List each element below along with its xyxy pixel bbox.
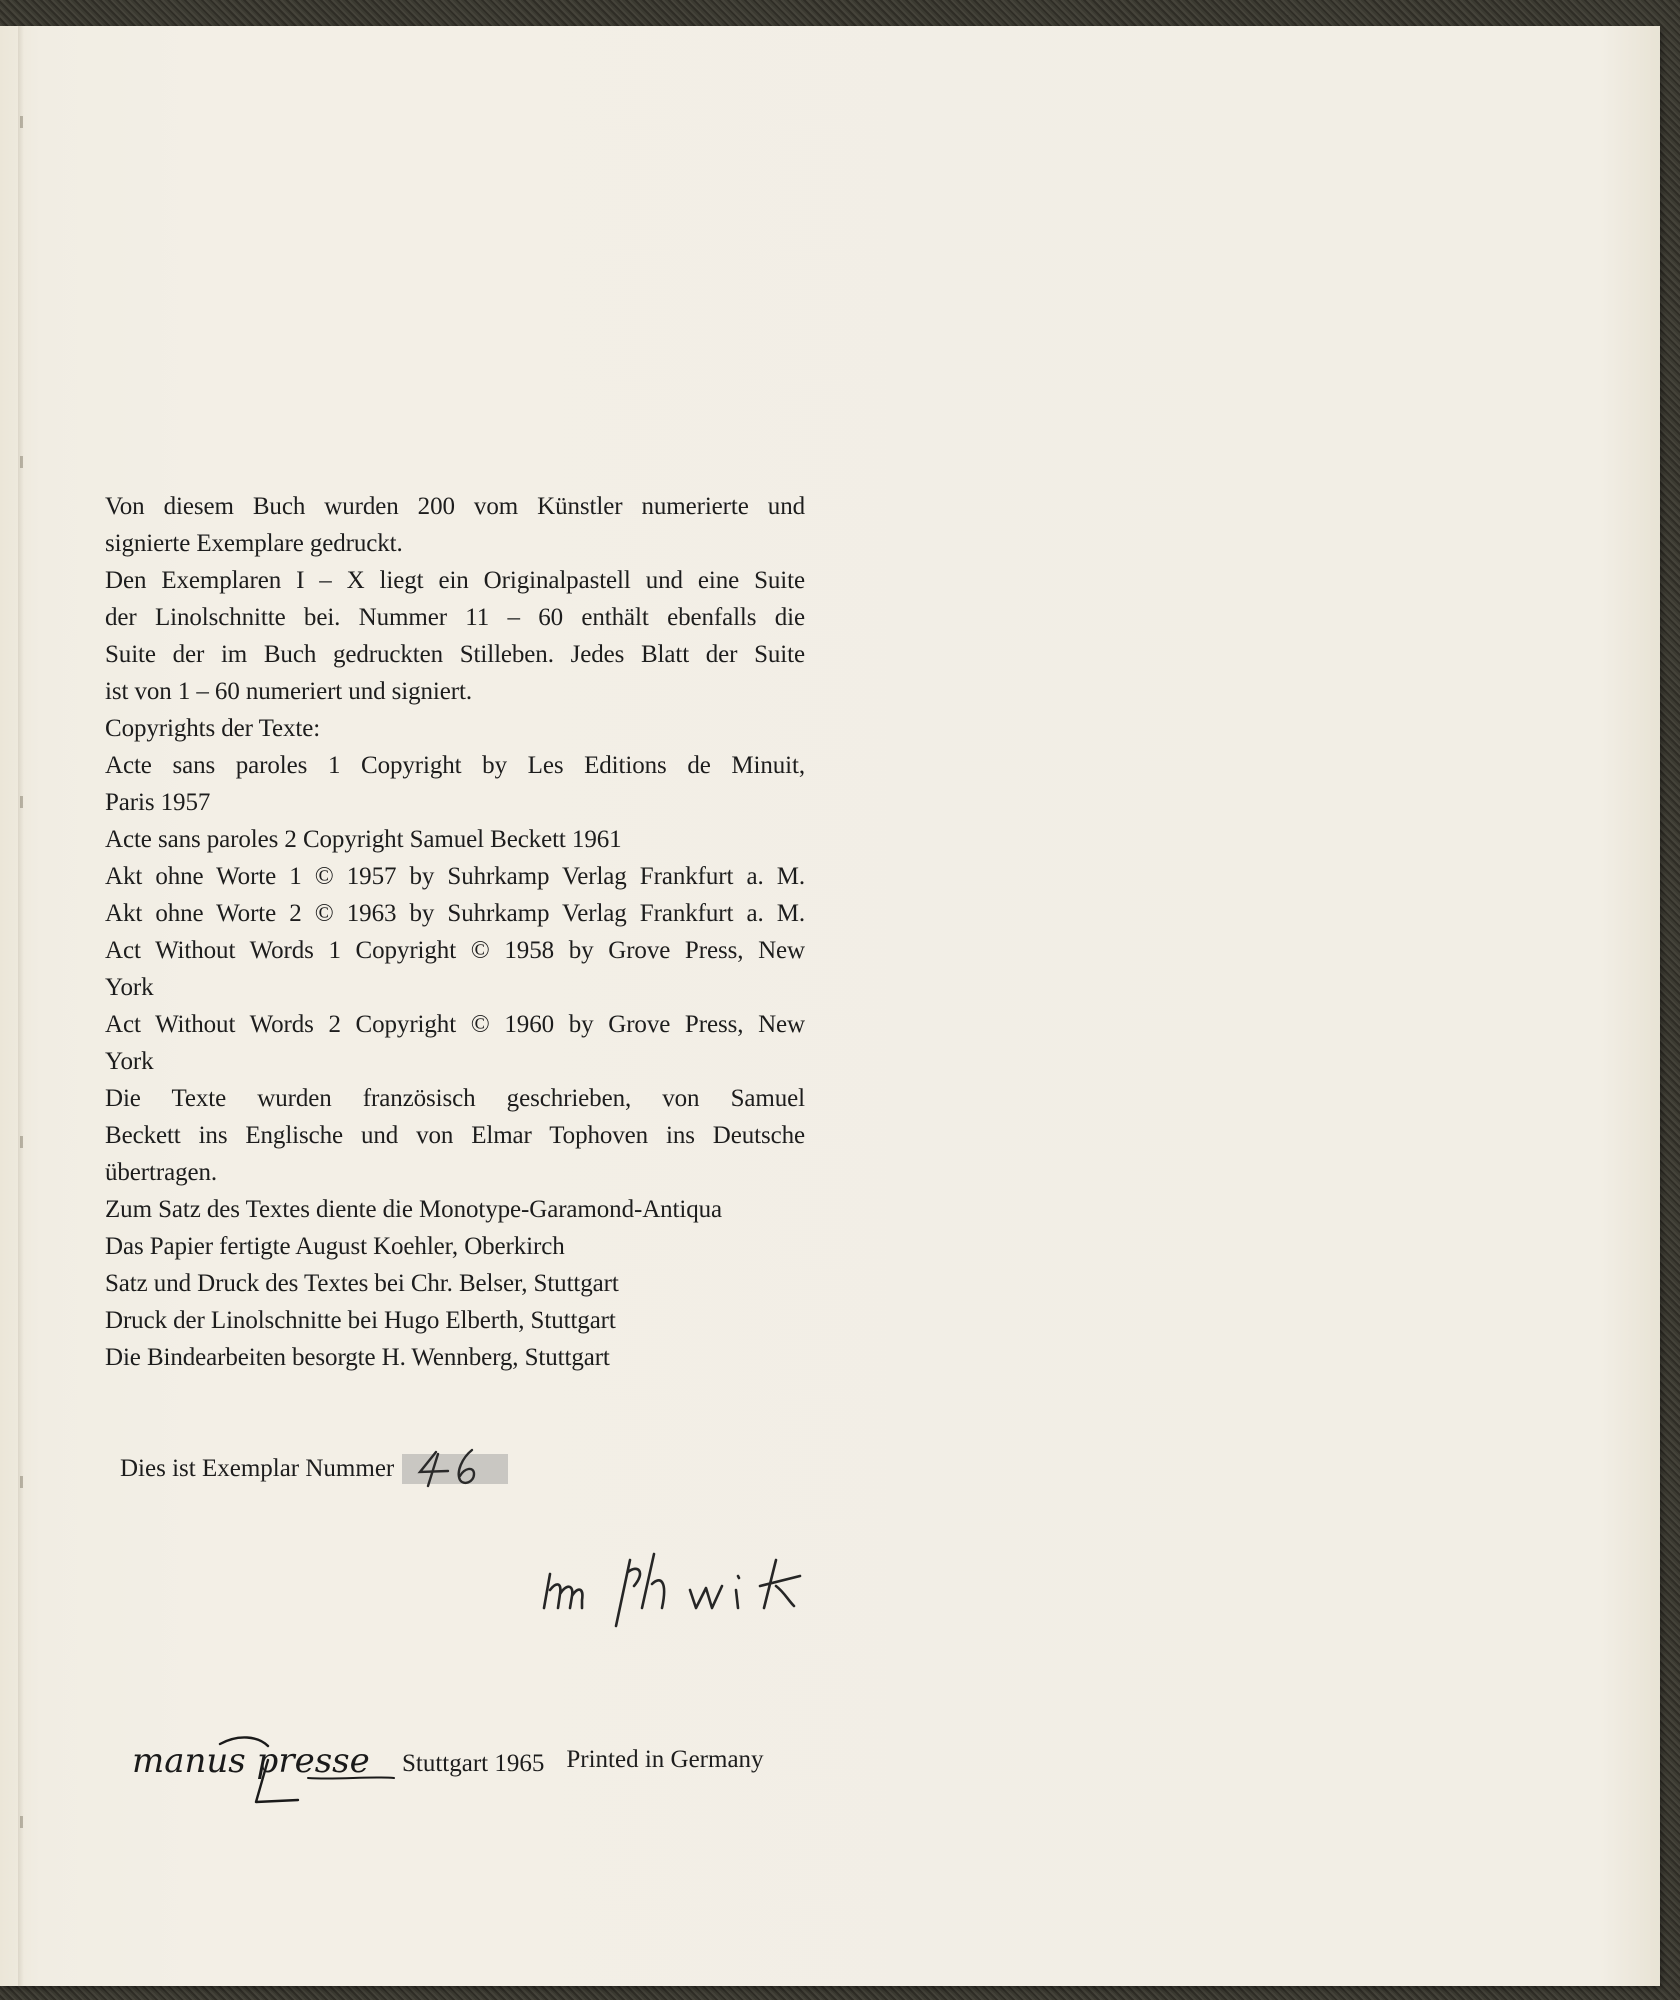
colophon-line: Copyrights der Texte: [105,715,321,742]
colophon-text [105,488,805,1376]
manus-presse-logo [128,1726,398,1806]
colophon-line: Act Without Words 2 Copyright © 1960 by Grove Press, New [105,1011,805,1038]
exemplar-number-box [402,1454,508,1484]
colophon-line: ist von 1 – 60 numeriert und signiert. [105,678,472,705]
colophon-line: Die Texte wurden französisch geschrieben, von Samuel [105,1085,805,1112]
colophon-line: Beckett ins Englische und von Elmar Tophoven ins Deutsche [105,1122,805,1149]
colophon-line: der Linolschnitte bei. Nummer 11 – 60 enthält ebenfalls die [105,604,805,631]
colophon-line: York [105,974,154,1001]
colophon-line: Akt ohne Worte 1 © 1957 by Suhrkamp Verlag Frankfurt a. M. [105,863,805,890]
colophon-line: Zum Satz des Textes diente die Monotype-Garamond-Antiqua [105,1196,723,1223]
handwritten-number-46 [402,1444,508,1488]
colophon-line: übertragen. [105,1159,218,1186]
colophon-line: signierte Exemplare gedruckt. [105,530,403,557]
exemplar-label: Dies ist Exemplar Nummer [120,1455,395,1482]
colophon-line: Acte sans paroles 2 Copyright Samuel Beckett 1961 [105,826,622,853]
colophon-line: Den Exemplaren I – X liegt ein Originalpastell und eine Suite [105,567,805,594]
artist-signature [538,1546,828,1636]
colophon-page [0,26,1660,1986]
exemplar-number-row [120,1454,508,1484]
colophon-line: Akt ohne Worte 2 © 1963 by Suhrkamp Verlag Frankfurt a. M. [105,900,805,927]
colophon-line: Suite der im Buch gedruckten Stilleben. Jedes Blatt der Suite [105,641,805,668]
colophon-line: Von diesem Buch wurden 200 vom Künstler numerierte und [105,493,805,520]
colophon-line: Paris 1957 [105,789,211,816]
colophon-line: Acte sans paroles 1 Copyright by Les Editions de Minuit, [105,752,805,779]
publication-place-year: Stuttgart 1965 [402,1750,545,1777]
printed-in-label: Printed in Germany [566,1746,764,1773]
colophon-line: Satz und Druck des Textes bei Chr. Belser, Stuttgart [105,1270,619,1297]
colophon-line: Das Papier fertigte August Koehler, Oberkirch [105,1233,565,1260]
colophon-line: Act Without Words 1 Copyright © 1958 by Grove Press, New [105,937,805,964]
colophon-line: Die Bindearbeiten besorgte H. Wennberg, Stuttgart [105,1344,610,1371]
publisher-footer [128,1726,764,1806]
colophon-line: Druck der Linolschnitte bei Hugo Elberth, Stuttgart [105,1307,616,1334]
colophon-line: York [105,1048,154,1075]
logo-lettering: manus presse [132,1741,370,1781]
